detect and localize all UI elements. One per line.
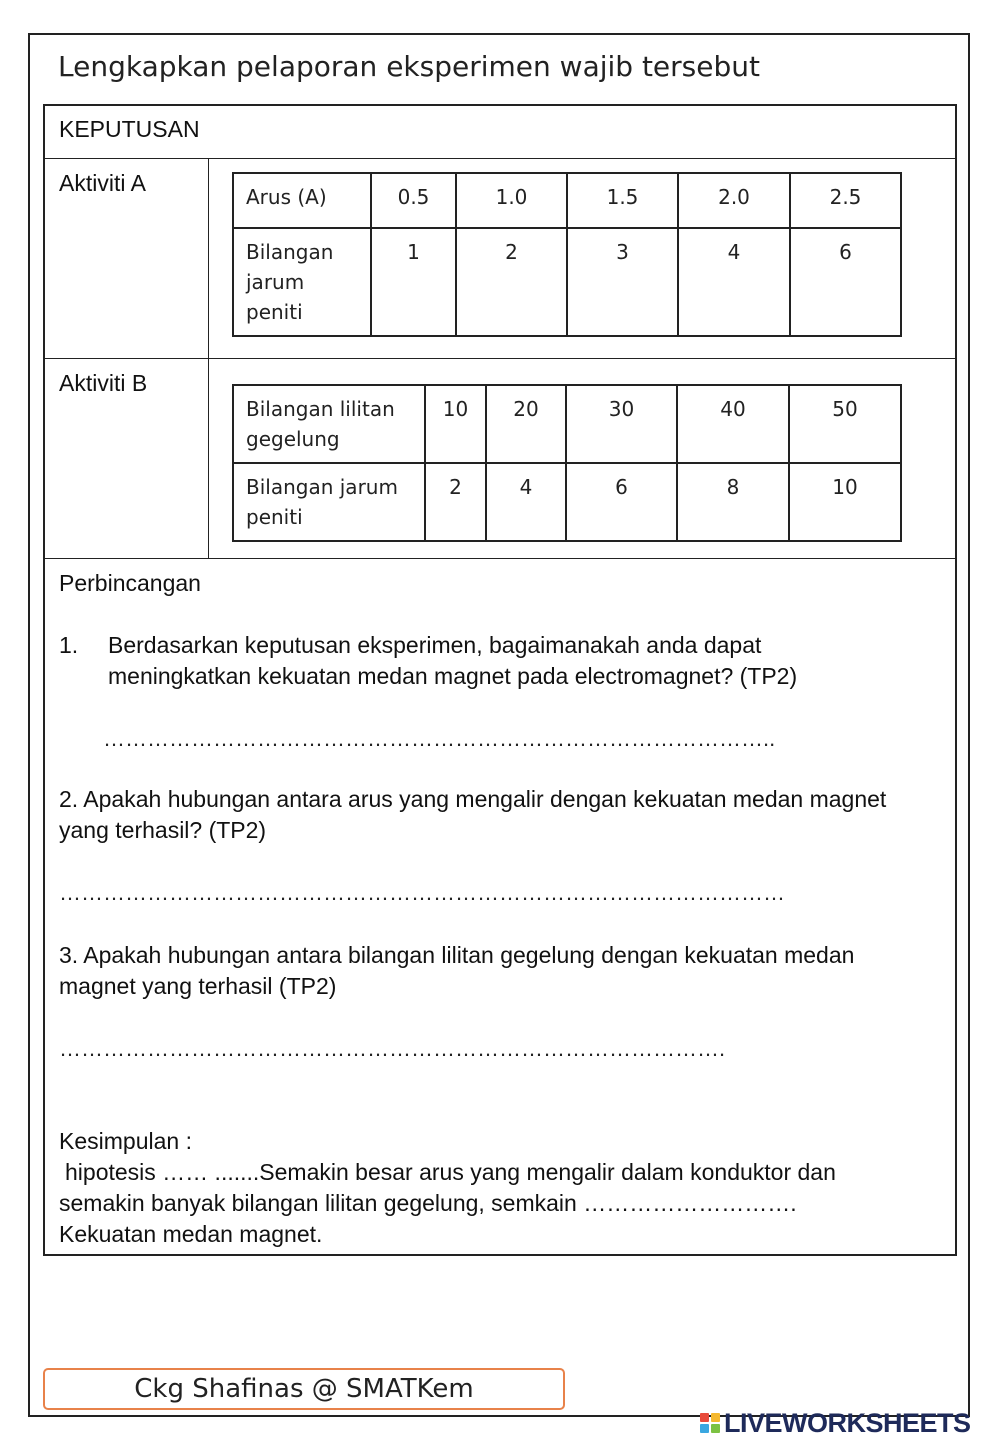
author-footer: Ckg Shafinas @ SMATKem [43,1368,565,1410]
aktiviti-b-table [232,384,902,542]
table-cell: 0.5 [371,173,456,228]
q3-text: 3. Apakah hubungan antara bilangan lilitan gegelung dengan kekuatan medan magnet yang terhasil (TP2) [59,942,855,999]
table-cell: 3 [567,228,678,336]
kesimpulan-line-2: semakin banyak bilangan lilitan gegelung, semkain ………………………. [59,1190,797,1216]
table-cell: Bilangan jarum peniti [233,228,371,336]
table-cell: 20 [486,385,566,463]
table-cell: 2 [456,228,567,336]
liveworksheets-logo-icon [700,1413,720,1433]
aktiviti-a-label: Aktiviti A [59,170,146,196]
table-cell: 1.0 [456,173,567,228]
table-cell: 6 [566,463,677,541]
table-row [233,463,901,541]
page-title: Lengkapkan pelaporan eksperimen wajib tersebut [58,50,760,83]
table-cell: 2 [425,463,486,541]
table-cell: 4 [678,228,790,336]
aktiviti-a-table [232,172,902,337]
q2-text: 2. Apakah hubungan antara arus yang mengalir dengan kekuatan medan magnet yang terhasil? (TP2) [59,786,887,843]
perbincangan-label: Perbincangan [59,570,201,596]
kesimpulan-line-3: Kekuatan medan magnet. [59,1221,323,1247]
q1-answer-line[interactable]: ……………………………………………………………………………….. [103,726,776,751]
kesimpulan-line-1: hipotesis …… .......Semakin besar arus yang mengalir dalam konduktor dan [65,1159,836,1185]
table-cell: 10 [789,463,901,541]
table-cell: 1.5 [567,173,678,228]
liveworksheets-watermark [700,1408,971,1438]
table-row [233,385,901,463]
divider [45,358,955,359]
table-cell: 4 [486,463,566,541]
watermark-text: LIVEWORKSHEETS [724,1407,971,1438]
table-cell: 2.5 [790,173,901,228]
table-row [233,173,901,228]
table-cell: 50 [789,385,901,463]
table-cell: 6 [790,228,901,336]
q1-text: Berdasarkan keputusan eksperimen, bagaimanakah anda dapat meningkatkan kekuatan medan magnet pada electromagnet? (TP2) [108,632,798,689]
table-cell: 30 [566,385,677,463]
divider [45,558,955,559]
keputusan-label: KEPUTUSAN [59,116,200,142]
q2-answer-line[interactable]: ……………………………………………………………………………………… [59,880,785,905]
table-row [233,228,901,336]
kesimpulan-label: Kesimpulan : [59,1128,192,1154]
q3-answer-line[interactable]: ………………………………………………………………………………. [59,1036,726,1061]
column-divider [208,158,209,558]
report-table [43,104,957,1256]
table-cell: Bilangan jarum peniti [233,463,425,541]
divider [45,158,955,159]
q1-number: 1. [59,632,79,658]
table-cell: 10 [425,385,486,463]
table-cell: 2.0 [678,173,790,228]
aktiviti-b-label: Aktiviti B [59,370,148,396]
table-cell: Bilangan lilitan gegelung [233,385,425,463]
table-cell: 40 [677,385,789,463]
table-cell: 8 [677,463,789,541]
table-cell: 1 [371,228,456,336]
table-cell: Arus (A) [233,173,371,228]
